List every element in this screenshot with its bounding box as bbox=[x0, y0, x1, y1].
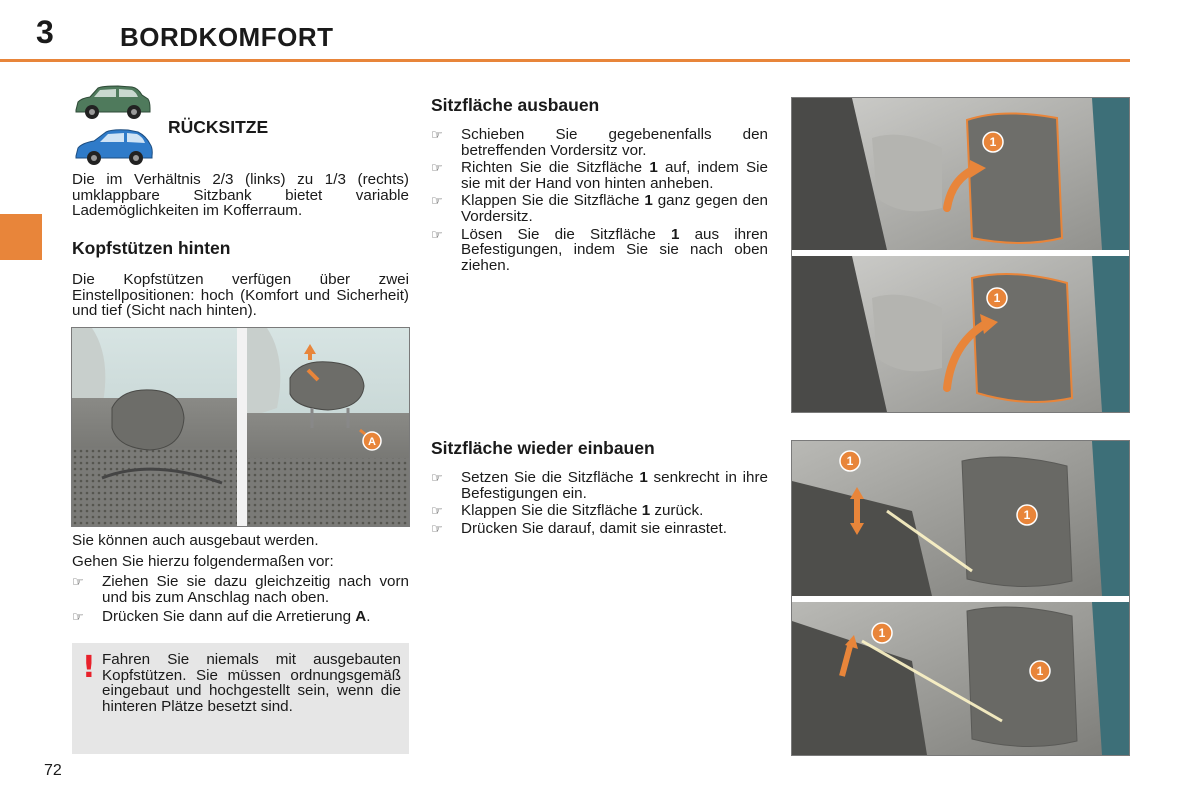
figure-marker-1: 1 bbox=[993, 291, 1001, 305]
heading-kopfstuetzen: Kopfstützen hinten bbox=[72, 238, 231, 258]
headrest-step-1: ☞ Ziehen Sie sie dazu gleichzeitig nach vorn und bis zum Anschlag nach oben. bbox=[72, 573, 409, 606]
section-title-ruecksitze: RÜCKSITZE bbox=[168, 117, 269, 137]
figure-marker-1: 1 bbox=[1036, 664, 1044, 678]
remove-step-2: ☞ Richten Sie die Sitzfläche 1 auf, indem Sie sie mit der Hand von hinten anheben. bbox=[431, 159, 769, 192]
procedure-intro: Gehen Sie hierzu folgendermaßen vor: bbox=[72, 553, 334, 570]
headrests-paragraph: Die Kopfstützen verfügen über zwei Einstellpositionen: hoch (Komfort und Sicherheit) und tief (Sicht nach hinten). bbox=[72, 271, 409, 320]
pointing-hand-icon: ☞ bbox=[431, 127, 443, 142]
pointing-hand-icon: ☞ bbox=[431, 503, 443, 519]
headrest-marker-a: A bbox=[368, 436, 376, 448]
pointing-hand-icon: ☞ bbox=[72, 574, 84, 589]
pointing-hand-icon: ☞ bbox=[431, 520, 443, 536]
install-seat-steps bbox=[431, 470, 768, 538]
pointing-hand-icon: ☞ bbox=[431, 470, 443, 485]
chapter-title: BORDKOMFORT bbox=[120, 22, 334, 52]
figure-marker-1: 1 bbox=[878, 626, 886, 640]
headrest-step-2: ☞ Drücken Sie dann auf die Arretierung A. bbox=[72, 608, 371, 626]
remove-step-1: ☞ Schieben Sie gegebenenfalls den betreffenden Vordersitz vor. bbox=[431, 126, 768, 159]
chapter-side-tab bbox=[0, 214, 42, 260]
headrest-illustration bbox=[71, 327, 410, 527]
pointing-hand-icon: ☞ bbox=[431, 226, 443, 242]
car-icon-blue bbox=[72, 126, 156, 173]
install-step-2: ☞ Klappen Sie die Sitzfläche 1 zurück. bbox=[431, 502, 704, 520]
warning-text: Fahren Sie niemals mit ausgebauten Kopfstützen. Sie müssen ordnungsgemäß eingebaut und hochgestellt sein, wenn die hinteren Plätze besetzt sind. bbox=[102, 651, 401, 715]
removable-text: Sie können auch ausgebaut werden. bbox=[72, 532, 319, 549]
figure-marker-1: 1 bbox=[1023, 508, 1031, 522]
heading-sitzflaeche-ausbauen: Sitzfläche ausbauen bbox=[431, 95, 600, 115]
remove-seat-illustration bbox=[791, 97, 1130, 413]
remove-step-4: ☞ Lösen Sie die Sitzfläche 1 aus ihren Befestigungen, indem Sie sie nach oben ziehen. bbox=[431, 225, 768, 274]
install-seat-illustration bbox=[791, 440, 1130, 756]
page-number: 72 bbox=[44, 762, 62, 779]
car-icon-green bbox=[72, 82, 152, 127]
pointing-hand-icon: ☞ bbox=[431, 160, 443, 176]
remove-step-3: ☞ Klappen Sie die Sitzfläche 1 ganz gegen den Vordersitz. bbox=[431, 192, 768, 225]
intro-paragraph: Die im Verhältnis 2/3 (links) zu 1/3 (rechts) umklappbare Sitzbank bietet variable Lademöglichkeiten im Kofferraum. bbox=[72, 171, 409, 220]
figure-marker-1: 1 bbox=[846, 454, 854, 468]
remove-seat-steps bbox=[431, 127, 768, 275]
figure-marker-1: 1 bbox=[989, 135, 997, 149]
chapter-number: 3 bbox=[36, 14, 54, 50]
install-step-3: ☞ Drücken Sie darauf, damit sie einrastet. bbox=[431, 519, 727, 537]
install-step-1: ☞ Setzen Sie die Sitzfläche 1 senkrecht in ihre Befestigungen ein. bbox=[431, 469, 768, 502]
headrest-steps bbox=[72, 574, 409, 627]
warning-icon: ! bbox=[82, 650, 96, 685]
heading-sitzflaeche-einbauen: Sitzfläche wieder einbauen bbox=[431, 438, 655, 458]
header-rule bbox=[0, 59, 1130, 62]
pointing-hand-icon: ☞ bbox=[72, 609, 84, 625]
pointing-hand-icon: ☞ bbox=[431, 193, 443, 209]
